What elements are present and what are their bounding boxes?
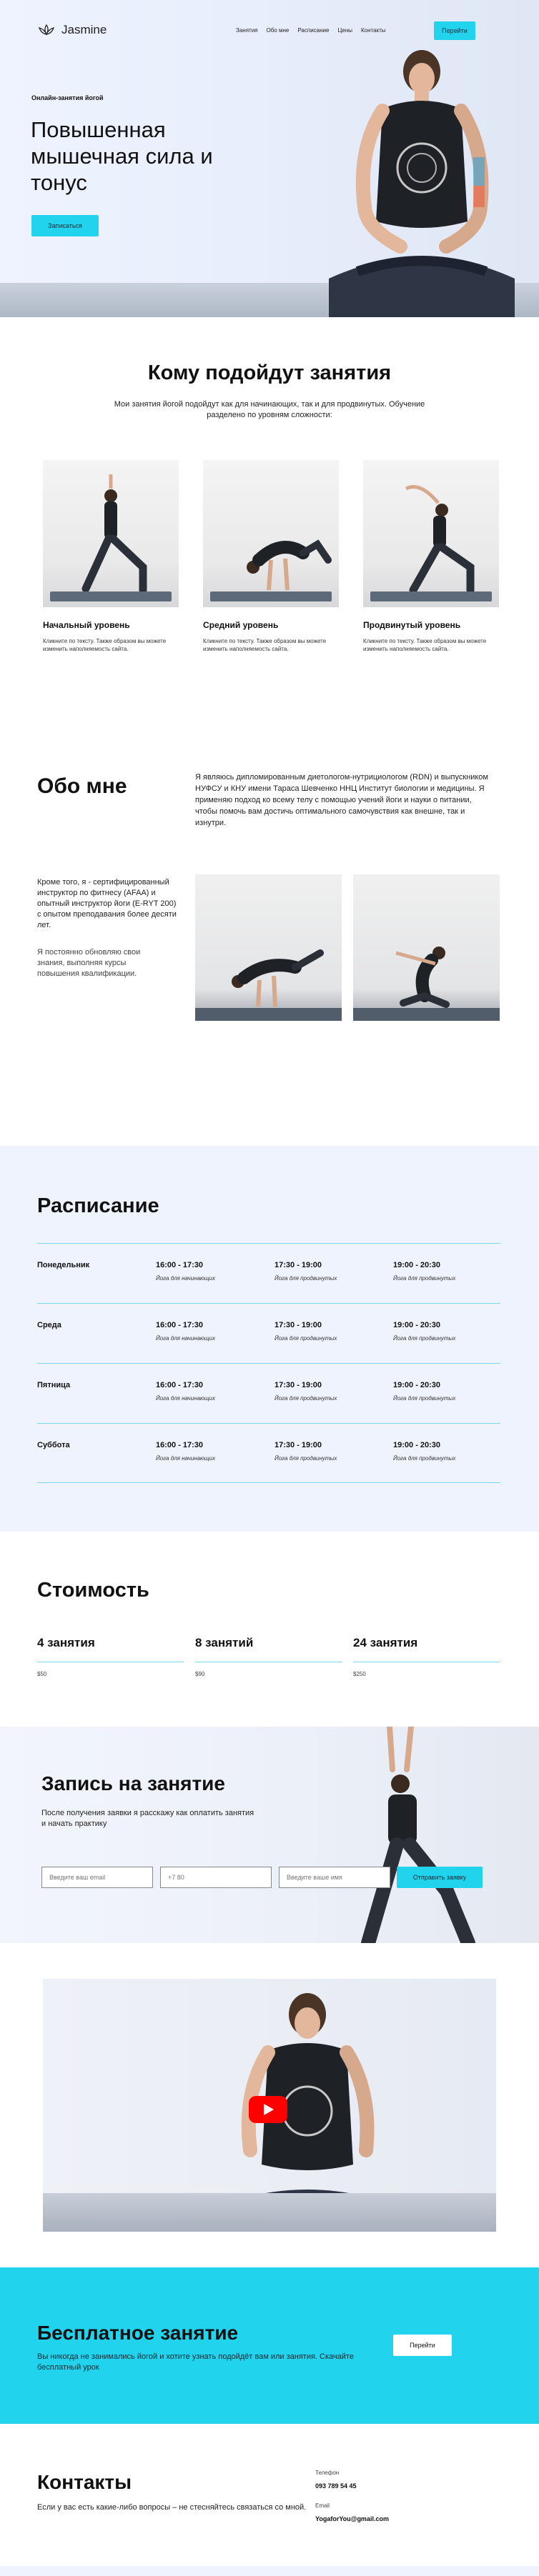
schedule-slot [393, 1441, 455, 1462]
level-photo-advanced [363, 460, 499, 607]
pricing-title: Стоимость [37, 1579, 149, 1602]
phone-input[interactable] [160, 1867, 272, 1888]
slot-level: Йога для продвинутых [393, 1275, 456, 1282]
slot-level: Йога для начинающих [156, 1275, 216, 1282]
schedule-row-saturday [37, 1423, 500, 1483]
audience-section [0, 317, 539, 732]
yoga-mat [50, 591, 172, 601]
lotus-icon [37, 24, 56, 36]
slot-level: Йога для продвинутых [393, 1455, 456, 1462]
schedule-slot [275, 1381, 337, 1402]
level-photo-beginner [43, 460, 179, 607]
slot-time: 19:00 - 20:30 [393, 1321, 441, 1329]
crow-pose-figure [203, 460, 339, 607]
audience-description: Мои занятия йогой подойдут как для начинающих, так и для продвинутых. Обучение разделено по уровням сложности: [114, 400, 425, 419]
name-input[interactable] [279, 1867, 390, 1888]
slot-time: 19:00 - 20:30 [393, 1441, 441, 1449]
schedule-slot [275, 1441, 337, 1462]
plan-price: $250 [353, 1671, 366, 1677]
level-name: Продвинутый уровень [363, 620, 461, 630]
schedule-slot [156, 1441, 215, 1462]
about-title: Обо мне [37, 774, 127, 798]
contacts-section [0, 2424, 539, 2576]
free-lesson-button[interactable]: Перейти [393, 2335, 452, 2356]
email-input[interactable] [41, 1867, 153, 1888]
nav-item-contacts[interactable]: Контакты [361, 27, 386, 34]
price-plan-4 [37, 1636, 184, 1677]
warrior-pose-figure [43, 460, 179, 607]
schedule-slot [156, 1381, 215, 1402]
about-certification: Кроме того, я - сертифицированный инструктор по фитнесу (AFAA) и опытный инструктор йоги (E-RYT 200) с опытом преподавания более десяти лет. [37, 878, 177, 929]
level-text: Кликните по тексту. Также образом вы можете изменить наполняемость сайта. [363, 638, 487, 652]
hero-kicker: Онлайн-занятия йогой [31, 94, 104, 101]
about-photo-2 [353, 874, 500, 1021]
level-text: Кликните по тексту. Также образом вы можете изменить наполняемость сайта. [203, 638, 327, 652]
yoga-mat [195, 1008, 342, 1021]
side-angle-pose-figure [363, 460, 499, 607]
slot-level: Йога для продвинутых [275, 1335, 337, 1342]
video-floor [43, 2193, 496, 2232]
slot-level: Йога для продвинутых [275, 1275, 337, 1282]
about-training: Я постоянно обновляю свои знания, выполняя курсы повышения квалификации. [37, 948, 141, 978]
hero-title: Повышенная мышечная сила и тонус [31, 117, 213, 195]
about-section [0, 732, 539, 1146]
play-icon[interactable] [249, 2096, 287, 2123]
brand-logo[interactable] [37, 23, 107, 37]
level-photo-intermediate [203, 460, 339, 607]
slot-level: Йога для продвинутых [275, 1455, 337, 1462]
level-name: Начальный уровень [43, 620, 130, 630]
signup-section [0, 1727, 539, 1943]
schedule-slot [275, 1321, 337, 1342]
submit-request-button[interactable]: Отправить заявку [397, 1867, 483, 1888]
contacts-title: Контакты [37, 2471, 132, 2493]
about-bio: Я являюсь дипломированным диетологом-нутрициологом (RDN) и выпускником НУФСУ и КНУ имени Тараса Шевченко ННЦ Институт биологии и медицины. Я применяю подход ко всему телу с помощью учений йоги и науки о питании, чтобы помочь вам достичь оптимального самочувствия как внешне, так и изнутри. [195, 773, 488, 827]
nav-item-about[interactable]: Обо мне [266, 27, 290, 34]
hero-section [0, 0, 539, 317]
audience-title: Кому подойдут занятия [147, 361, 392, 384]
price-plan-24 [353, 1636, 500, 1677]
schedule-slot [393, 1261, 455, 1282]
email-label: Email [315, 2502, 330, 2509]
schedule-section [0, 1146, 539, 1532]
slot-time: 17:30 - 19:00 [275, 1381, 322, 1389]
signup-title: Запись на занятие [41, 1772, 225, 1794]
level-card-advanced [363, 460, 499, 653]
slot-time: 19:00 - 20:30 [393, 1381, 441, 1389]
phone-value[interactable]: 093 789 54 45 [315, 2482, 357, 2490]
hero-yoga-photo [315, 43, 522, 317]
free-lesson-description: Вы никогда не занимались йогой и хотите узнать подойдёт вам или занятия. Скачайте бесплатный урок [37, 2352, 354, 2372]
slot-time: 16:00 - 17:30 [156, 1321, 204, 1329]
price-plan-8 [195, 1636, 342, 1677]
plan-price: $90 [195, 1671, 205, 1677]
level-card-beginner [43, 460, 179, 653]
arm-balance-figure [195, 874, 342, 1021]
slot-time: 16:00 - 17:30 [156, 1441, 204, 1449]
slot-time: 17:30 - 19:00 [275, 1321, 322, 1329]
about-photo-1 [195, 874, 342, 1021]
plan-name: 24 занятия [353, 1636, 500, 1662]
schedule-slot [275, 1261, 337, 1282]
yoga-mat [370, 591, 492, 601]
slot-time: 19:00 - 20:30 [393, 1261, 441, 1269]
schedule-slot [156, 1321, 215, 1342]
slot-time: 17:30 - 19:00 [275, 1261, 322, 1269]
play-triangle [264, 2104, 274, 2115]
schedule-row-wednesday [37, 1303, 500, 1363]
slot-level: Йога для начинающих [156, 1455, 216, 1462]
schedule-slot [393, 1321, 455, 1342]
footer-strip [0, 2566, 539, 2576]
nav-cta-button[interactable]: Перейти [434, 21, 475, 40]
schedule-row-friday [37, 1363, 500, 1423]
signup-description: После получения заявки я расскажу как оплатить занятия и начать практику [41, 1809, 254, 1828]
plan-price: $50 [37, 1671, 47, 1677]
video-section [0, 1943, 539, 2200]
schedule-slot [393, 1381, 455, 1402]
schedule-day: Суббота [37, 1441, 70, 1449]
nav-item-classes[interactable]: Занятия [236, 27, 258, 34]
main-nav [236, 27, 386, 34]
crouch-pose-figure [353, 874, 500, 1021]
schedule-row-monday [37, 1243, 500, 1303]
level-card-intermediate [203, 460, 339, 653]
slot-level: Йога для продвинутых [393, 1335, 456, 1342]
pricing-section [0, 1532, 539, 1727]
email-value[interactable]: YogaforYou@gmail.com [315, 2515, 389, 2522]
signup-yoga-photo [361, 1727, 504, 1943]
nav-item-prices[interactable]: Цены [337, 27, 352, 34]
free-lesson-title: Бесплатное занятие [37, 2322, 239, 2344]
schedule-day: Пятница [37, 1381, 71, 1389]
schedule-title: Расписание [37, 1194, 159, 1217]
plan-name: 4 занятия [37, 1636, 184, 1662]
slot-level: Йога для начинающих [156, 1395, 216, 1402]
phone-label: Телефон [315, 2470, 340, 2476]
plan-name: 8 занятий [195, 1636, 342, 1662]
nav-item-schedule[interactable]: Расписание [297, 27, 330, 34]
slot-level: Йога для начинающих [156, 1335, 216, 1342]
level-text: Кликните по тексту. Также образом вы можете изменить наполняемость сайта. [43, 638, 167, 652]
contacts-description: Если у вас есть какие-либо вопросы – не стесняйтесь связаться со мной. [37, 2503, 307, 2512]
level-name: Средний уровень [203, 620, 279, 630]
hero-signup-button[interactable]: Записаться [31, 215, 99, 236]
slot-level: Йога для продвинутых [393, 1395, 456, 1402]
slot-time: 17:30 - 19:00 [275, 1441, 322, 1449]
level-cards [43, 460, 500, 653]
slot-time: 16:00 - 17:30 [156, 1381, 204, 1389]
free-lesson-section [0, 2267, 539, 2424]
yoga-mat [210, 591, 332, 601]
schedule-day: Среда [37, 1321, 61, 1329]
schedule-slot [156, 1261, 215, 1282]
slot-level: Йога для продвинутых [275, 1395, 337, 1402]
brand-name: Jasmine [61, 23, 107, 36]
slot-time: 16:00 - 17:30 [156, 1261, 204, 1269]
yoga-mat [353, 1008, 500, 1021]
schedule-day: Понедельник [37, 1261, 90, 1269]
